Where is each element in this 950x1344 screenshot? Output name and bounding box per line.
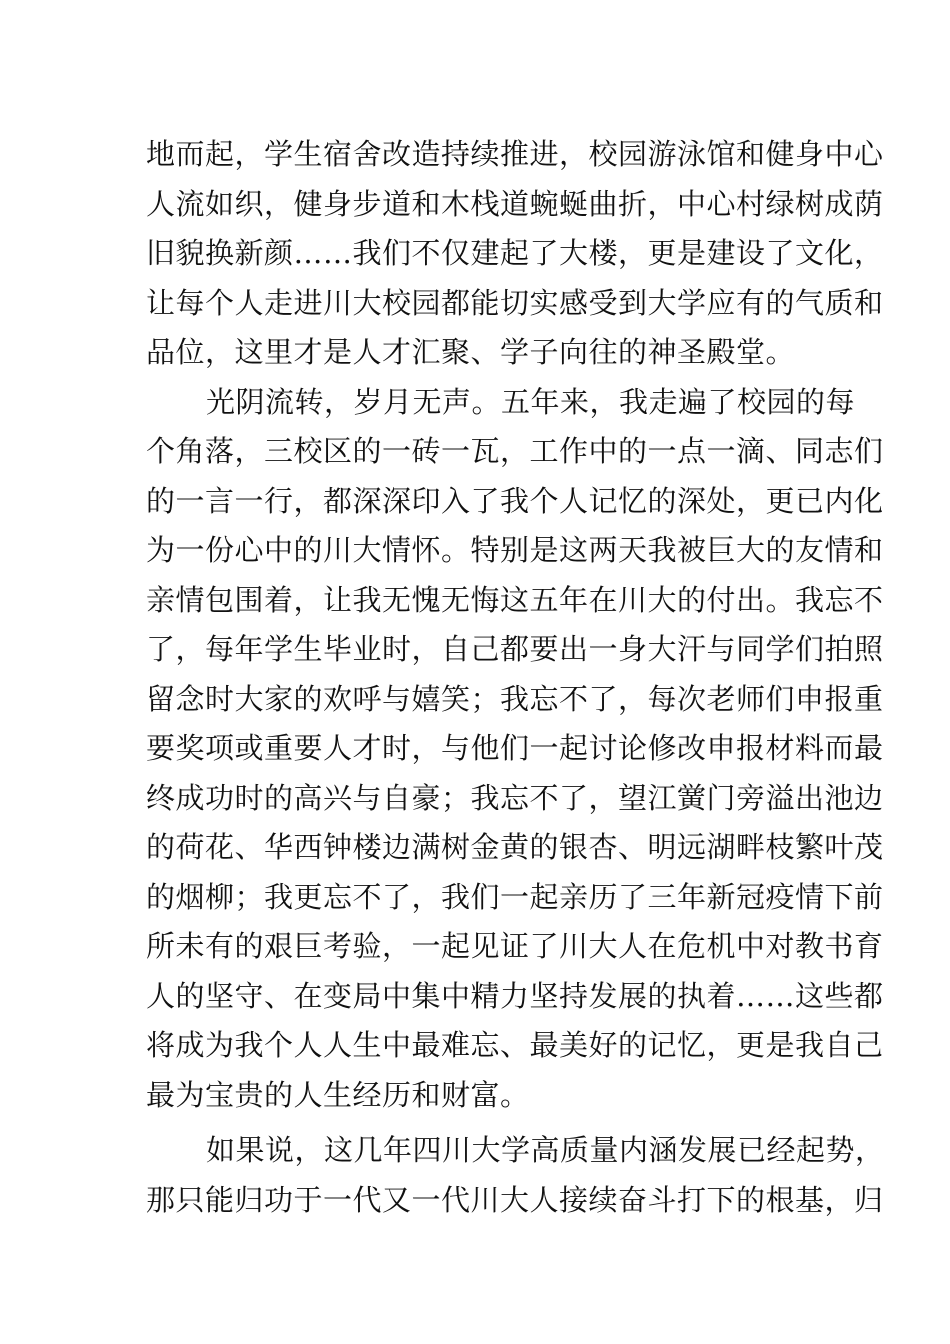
text-line: 要奖项或重要人才时，与他们一起讨论修改申报材料而最: [146, 731, 884, 765]
text-line: 的一言一行，都深深印入了我个人记忆的深处，更已内化: [146, 483, 884, 518]
text-line: 地而起，学生宿舍改造持续推进，校园游泳馆和健身中心: [146, 137, 884, 171]
text-line: 如果说，这几年四川大学高质量内涵发展已经起势，: [206, 1133, 885, 1167]
text-line: 让每个人走进川大校园都能切实感受到大学应有的气质和: [146, 285, 884, 320]
text-line: 了，每年学生毕业时，自己都要出一身大汗与同学们拍照: [146, 632, 884, 666]
text-line: 光阴流转，岁月无声。五年来，我走遍了校园的每: [206, 384, 856, 419]
body-text: [146, 130, 885, 1225]
text-line: 所未有的艰巨考验，一起见证了川大人在危机中对教书育: [146, 929, 884, 963]
paragraph-3: [146, 1126, 885, 1225]
text-line: 个角落，三校区的一砖一瓦，工作中的一点一滴、同志们: [146, 434, 884, 468]
text-line: 将成为我个人人生中最难忘、最美好的记忆，更是我自己: [146, 1028, 884, 1062]
text-line: 亲情包围着，让我无愧无悔这五年在川大的付出。我忘不: [146, 582, 884, 617]
text-line: 为一份心中的川大情怀。特别是这两天我被巨大的友情和: [146, 533, 884, 567]
text-line: 人流如织，健身步道和木栈道蜿蜒曲折，中心村绿树成荫: [146, 186, 884, 221]
text-line: 留念时大家的欢呼与嬉笑；我忘不了，每次老师们申报重: [146, 681, 884, 716]
text-line: 人的坚守、在变局中集中精力坚持发展的执着……这些都: [146, 978, 884, 1013]
paragraph-1: [146, 130, 884, 378]
text-line: 终成功时的高兴与自豪；我忘不了，望江黉门旁溢出池边: [146, 780, 884, 815]
text-line: 那只能归功于一代又一代川大人接续奋斗打下的根基，归: [146, 1182, 884, 1217]
text-line: 品位，这里才是人才汇聚、学子向往的神圣殿堂。: [146, 335, 796, 369]
paragraph-2: [146, 378, 884, 1121]
text-line: 的荷花、华西钟楼边满树金黄的银杏、明远湖畔枝繁叶茂: [146, 830, 884, 864]
text-line: 的烟柳；我更忘不了，我们一起亲历了三年新冠疫情下前: [146, 879, 884, 914]
text-line: 旧貌换新颜……我们不仅建起了大楼，更是建设了文化，: [146, 236, 884, 270]
text-line: 最为宝贵的人生经历和财富。: [146, 1077, 530, 1112]
